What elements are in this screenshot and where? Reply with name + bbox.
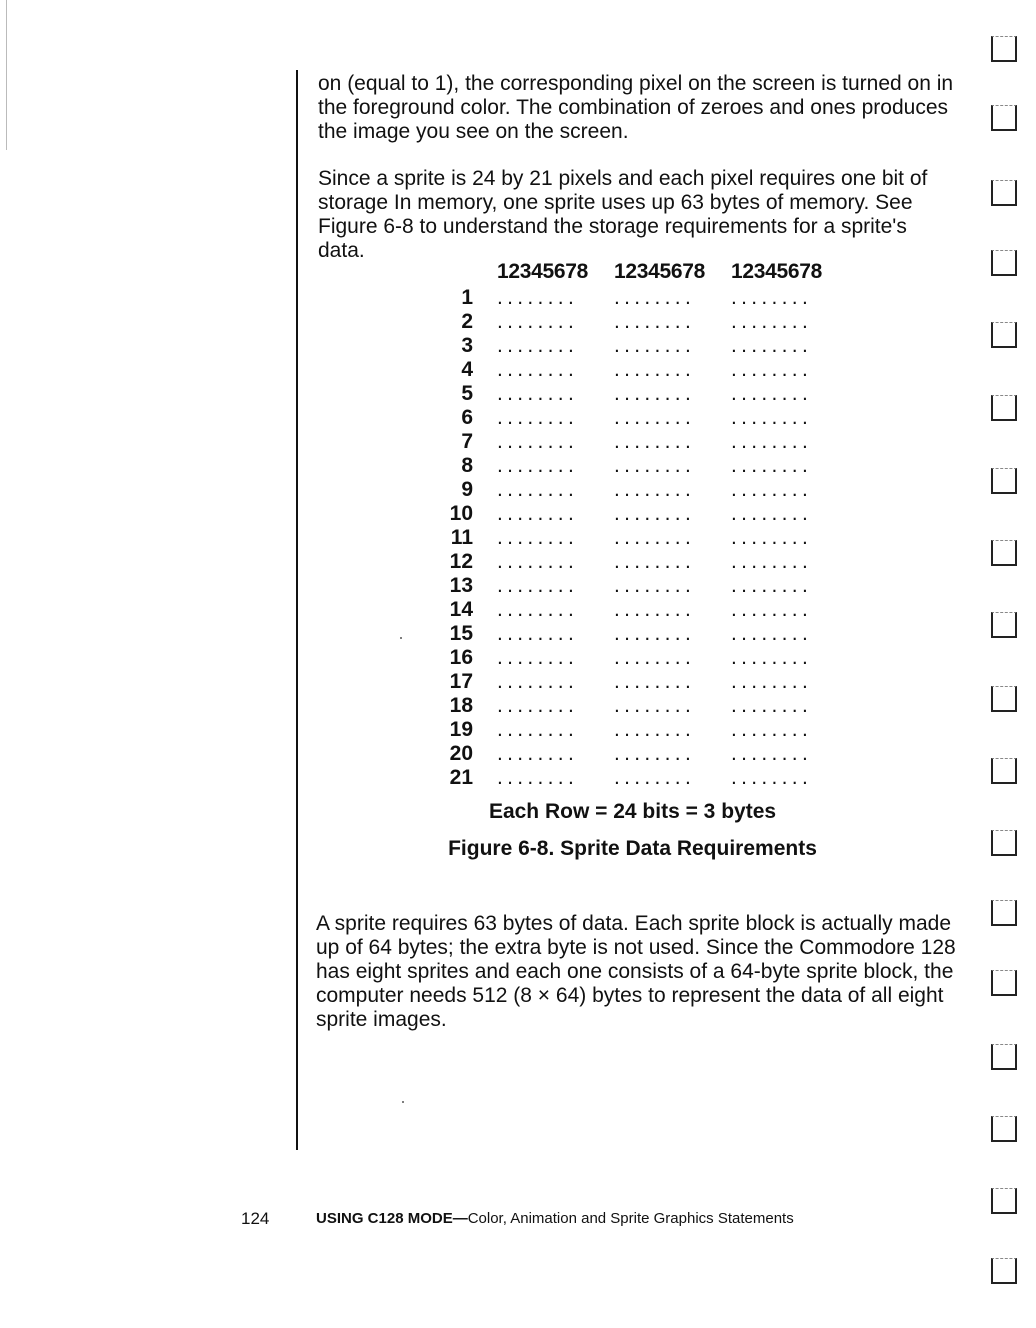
- bit-dots-byte-3: ........: [731, 502, 813, 525]
- bit-dots-byte-3: ........: [731, 766, 813, 789]
- binder-punch-mark: [991, 900, 1017, 926]
- scan-speck: [402, 1101, 404, 1103]
- bit-dots-byte-2: ........: [614, 598, 696, 621]
- binder-punch-mark: [991, 830, 1017, 856]
- bit-dots-byte-3: ........: [731, 478, 813, 501]
- bit-dots-byte-3: ........: [731, 718, 813, 741]
- change-bar-rule: [296, 70, 298, 1150]
- bit-dots-byte-2: ........: [614, 358, 696, 381]
- bit-dots-byte-1: ........: [497, 670, 579, 693]
- bit-dots-byte-3: ........: [731, 454, 813, 477]
- binder-punch-mark: [991, 322, 1017, 348]
- bit-dots-byte-3: ........: [731, 670, 813, 693]
- bit-dots-byte-2: ........: [614, 718, 696, 741]
- row-number: 3: [461, 334, 473, 357]
- row-number: 18: [449, 694, 473, 717]
- bit-dots-byte-3: ........: [731, 694, 813, 717]
- row-number: 2: [461, 310, 473, 333]
- bit-dots-byte-1: ........: [497, 622, 579, 645]
- bit-dots-byte-1: ........: [497, 478, 579, 501]
- bit-dots-byte-3: ........: [731, 742, 813, 765]
- bit-dots-byte-3: ........: [731, 310, 813, 333]
- binder-punch-mark: [991, 395, 1017, 421]
- bit-dots-byte-2: ........: [614, 382, 696, 405]
- row-number: 15: [449, 622, 473, 645]
- bit-dots-byte-3: ........: [731, 622, 813, 645]
- bit-dots-byte-2: ........: [614, 310, 696, 333]
- binder-punch-mark: [991, 970, 1017, 996]
- footer-section-title: Color, Animation and Sprite Graphics Statements: [467, 1210, 794, 1227]
- binder-punch-mark: [991, 468, 1017, 494]
- bit-dots-byte-1: ........: [497, 526, 579, 549]
- row-number: 14: [449, 598, 473, 621]
- bit-dots-byte-2: ........: [614, 670, 696, 693]
- bit-dots-byte-1: ........: [497, 718, 579, 741]
- binder-punch-mark: [991, 686, 1017, 712]
- bit-dots-byte-1: ........: [497, 766, 579, 789]
- row-number: 9: [461, 478, 473, 501]
- bit-dots-byte-3: ........: [731, 358, 813, 381]
- scan-speck: [400, 637, 402, 639]
- row-number: 10: [449, 502, 473, 525]
- bit-dots-byte-3: ........: [731, 334, 813, 357]
- bit-dots-byte-1: ........: [497, 502, 579, 525]
- bit-dots-byte-2: ........: [614, 550, 696, 573]
- binder-punch-mark: [991, 758, 1017, 784]
- bit-dots-byte-1: ........: [497, 334, 579, 357]
- row-number: 12: [449, 550, 473, 573]
- bit-dots-byte-2: ........: [614, 286, 696, 309]
- bit-dots-byte-1: ........: [497, 646, 579, 669]
- binder-punch-mark: [991, 1258, 1017, 1284]
- bit-dots-byte-2: ........: [614, 526, 696, 549]
- bit-dots-byte-1: ........: [497, 550, 579, 573]
- figure-caption: Figure 6-8. Sprite Data Requirements: [448, 837, 817, 860]
- row-number: 8: [461, 454, 473, 477]
- bit-dots-byte-3: ........: [731, 406, 813, 429]
- binder-punch-mark: [991, 36, 1017, 62]
- bit-dots-byte-3: ........: [731, 574, 813, 597]
- row-number: 5: [461, 382, 473, 405]
- row-number: 4: [461, 358, 473, 381]
- bit-dots-byte-1: ........: [497, 742, 579, 765]
- bit-dots-byte-3: ........: [731, 598, 813, 621]
- row-number: 16: [449, 646, 473, 669]
- binder-punch-mark: [991, 180, 1017, 206]
- bit-header-byte-3: 12345678: [731, 260, 823, 283]
- binder-punch-mark: [991, 540, 1017, 566]
- row-number: 17: [449, 670, 473, 693]
- bit-dots-byte-1: ........: [497, 358, 579, 381]
- bit-dots-byte-2: ........: [614, 406, 696, 429]
- bit-dots-byte-3: ........: [731, 646, 813, 669]
- page-number: 124: [241, 1209, 270, 1228]
- bit-dots-byte-1: ........: [497, 430, 579, 453]
- paragraph-sprite-size: Since a sprite is 24 by 21 pixels and each pixel requires one bit of storage In memory, one sprite uses up 63 bytes of memory. See Figure 6-8 to understand the storage requirements for a sprite's data.: [318, 167, 928, 262]
- binder-punch-mark: [991, 1044, 1017, 1070]
- bit-dots-byte-1: ........: [497, 406, 579, 429]
- row-number: 13: [449, 574, 473, 597]
- bit-dots-byte-2: ........: [614, 454, 696, 477]
- bit-header-byte-2: 12345678: [614, 260, 706, 283]
- binder-punch-mark: [991, 1116, 1017, 1142]
- row-number: 21: [449, 766, 473, 789]
- bit-dots-byte-2: ........: [614, 574, 696, 597]
- row-size-summary: Each Row = 24 bits = 3 bytes: [488, 800, 777, 823]
- footer-section-bold: USING C128 MODE—: [316, 1210, 468, 1227]
- bit-dots-byte-2: ........: [614, 646, 696, 669]
- bit-dots-byte-2: ........: [614, 694, 696, 717]
- running-footer: [316, 1210, 794, 1227]
- scan-edge-line: [6, 0, 7, 150]
- row-number: 6: [461, 406, 473, 429]
- bit-dots-byte-3: ........: [731, 286, 813, 309]
- bit-dots-byte-1: ........: [497, 382, 579, 405]
- paragraph-pixel-color: on (equal to 1), the corresponding pixel on the screen is turned on in the foreground color. The combination of zeroes and ones produces the image you see on the screen.: [318, 72, 954, 143]
- row-number: 1: [461, 286, 473, 309]
- paragraph-sprite-block: A sprite requires 63 bytes of data. Each sprite block is actually made up of 64 bytes; the extra byte is not used. Since the Commodore 128 has eight sprites and each one consists of a 64-byte sprite block, the computer needs 512 (8 × 64) bytes to represent the data of all eight sprite images.: [316, 912, 956, 1031]
- bit-dots-byte-2: ........: [614, 430, 696, 453]
- binder-punch-mark: [991, 250, 1017, 276]
- row-number: 19: [449, 718, 473, 741]
- bit-dots-byte-1: ........: [497, 286, 579, 309]
- row-number: 20: [449, 742, 473, 765]
- bit-dots-byte-1: ........: [497, 454, 579, 477]
- binder-punch-mark: [991, 1188, 1017, 1214]
- bit-dots-byte-2: ........: [614, 478, 696, 501]
- bit-dots-byte-1: ........: [497, 574, 579, 597]
- bit-dots-byte-2: ........: [614, 766, 696, 789]
- bit-dots-byte-1: ........: [497, 310, 579, 333]
- bit-dots-byte-2: ........: [614, 334, 696, 357]
- row-number: 7: [461, 430, 473, 453]
- bit-dots-byte-2: ........: [614, 622, 696, 645]
- bit-header-byte-1: 12345678: [497, 260, 589, 283]
- bit-dots-byte-2: ........: [614, 502, 696, 525]
- bit-dots-byte-3: ........: [731, 430, 813, 453]
- bit-dots-byte-3: ........: [731, 382, 813, 405]
- bit-dots-byte-3: ........: [731, 526, 813, 549]
- binder-punch-mark: [991, 105, 1017, 131]
- bit-dots-byte-3: ........: [731, 550, 813, 573]
- bit-dots-byte-2: ........: [614, 742, 696, 765]
- binder-punch-mark: [991, 612, 1017, 638]
- bit-dots-byte-1: ........: [497, 598, 579, 621]
- bit-dots-byte-1: ........: [497, 694, 579, 717]
- row-number: 11: [450, 526, 473, 549]
